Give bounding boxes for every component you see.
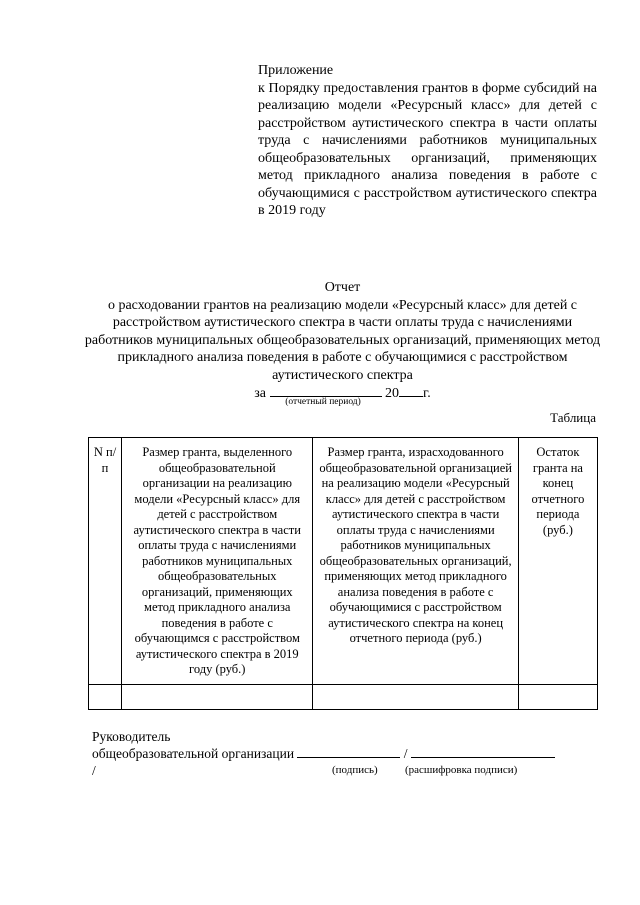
signature-separator: /: [403, 746, 408, 761]
table-cell: [313, 684, 518, 709]
period-year-blank: [399, 384, 423, 397]
caption-decoding: (расшифровка подписи): [405, 764, 518, 776]
header-cell-spent: Размер гранта, израсходованного общеобразовательной организацией на реализацию модели «Ресурсный класс» для детей с расстройством аутистического спектра в части оплаты труда с начислениями работников муниципальных общеобразовательных организаций, применяющих метод прикладного анализа поведения в работе с обучающимися с расстройством аутистического спектра на конец отчетного периода (руб.): [313, 438, 518, 685]
period-suffix: г.: [423, 386, 431, 401]
caption-signature: (подпись): [332, 764, 378, 776]
table-header-row: [89, 438, 598, 685]
period-blank: [270, 384, 382, 397]
table-cell: [89, 684, 122, 709]
header-cell-number: N п/п: [89, 438, 122, 685]
period-caption: (отчетный период): [285, 397, 361, 407]
table-cell: [122, 684, 313, 709]
report-table: [88, 437, 598, 710]
report-title: Отчет: [324, 280, 361, 295]
report-heading: [80, 279, 605, 403]
signature-role: Руководитель: [92, 729, 171, 744]
table-row: [89, 684, 598, 709]
signature-blank: [297, 745, 400, 758]
appendix-title: Приложение: [258, 63, 334, 78]
signature-org-label: общеобразовательной организации: [92, 746, 295, 761]
period-year-prefix: 20: [385, 386, 400, 401]
report-subtitle: о расходовании грантов на реализацию модели «Ресурсный класс» для детей с расстройством аутистического спектра в части оплаты труда с начислениями работников муниципальных общеобразовательных организаций, применяющих метод прикладного анализа поведения в работе с обучающимися с расстройством аутистического спектра: [84, 297, 601, 383]
appendix-block: [258, 62, 597, 220]
signature-decoding-blank: [411, 745, 555, 758]
appendix-body: к Порядку предоставления грантов в форме субсидий на реализацию модели «Ресурсный класс» для детей с расстройством аутистического спектра в части оплаты труда с начислениями работников муниципальных общеобразовательных организаций, применяющих метод прикладного анализа поведения в работе с обучающимися с расстройством аутистического спектра в 2019 году: [258, 80, 597, 218]
header-cell-remainder: Остаток гранта на конец отчетного периода (руб.): [518, 438, 597, 685]
signature-separator-end: /: [92, 763, 96, 778]
table-cell: [518, 684, 597, 709]
period-prefix: за: [254, 386, 267, 401]
table-label: Таблица: [550, 410, 596, 425]
header-cell-granted: Размер гранта, выделенного общеобразовательной организации на реализацию модели «Ресурсный класс» для детей с расстройством аутистического спектра в части оплаты труда с начислениями работников муниципальных общеобразовательных организаций, применяющих метод прикладного анализа поведения в работе с обучающимся с расстройством аутистического спектра в 2019 году (руб.): [122, 438, 313, 685]
